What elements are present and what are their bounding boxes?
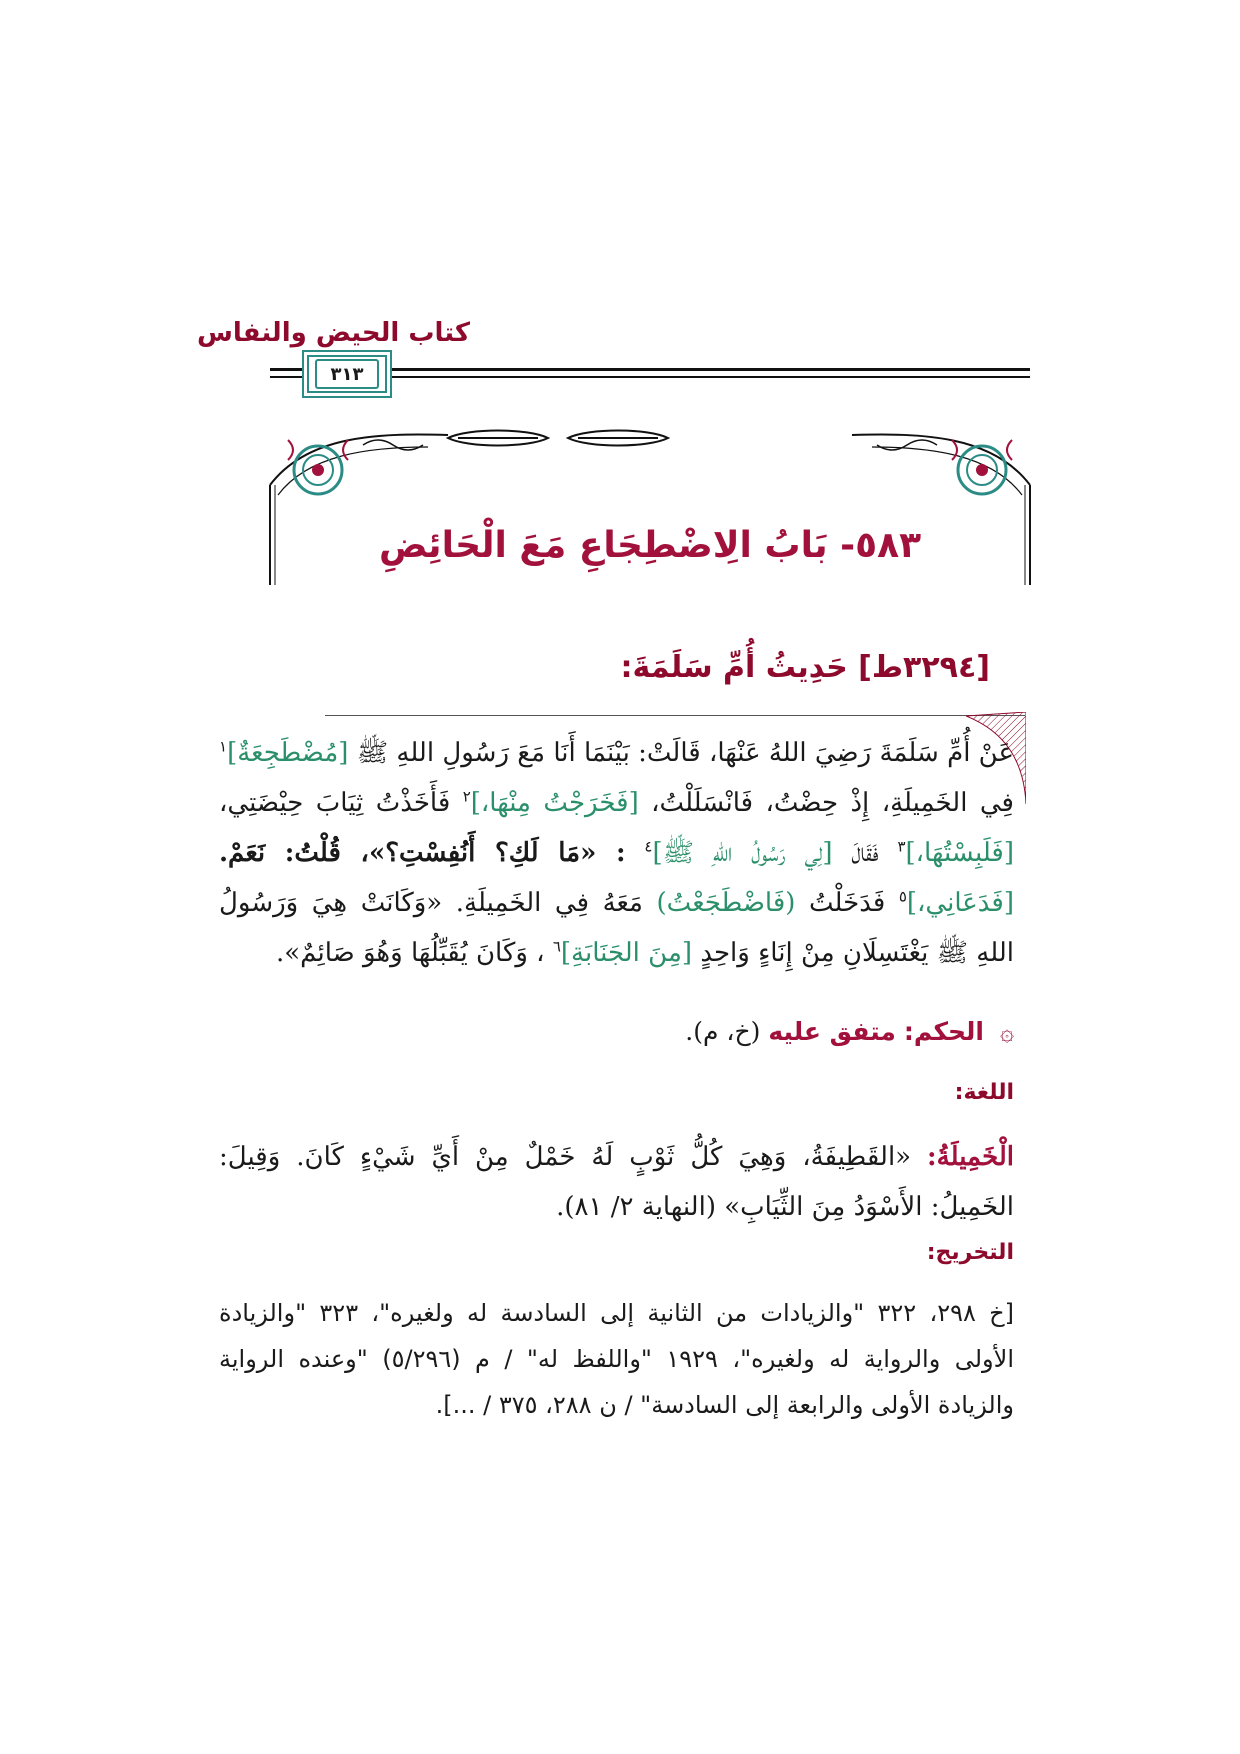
hadith-text-part: عَنْ أُمِّ سَلَمَةَ رَضِيَ اللهُ عَنْهَا، قَالَتْ: بَيْنَمَا أَنَا مَعَ رَسُولِ اللهِ ﷺ (356, 738, 1014, 768)
footnote-mark: ٢ (462, 787, 471, 806)
takhrij-text: [خ ٢٩٨، ٣٢٢ "والزيادات من الثانية إلى السادسة له ولغيره"، ٣٢٣ "والزيادة الأولى والرواية له ولغيره"، ١٩٢٩ "واللفظ له" / م (٥/٢٩٦) "وعنده الرواية والزيادة الأولى والرابعة إلى السادسة" / ن ٢٨٨، ٣٧٥ / ...]. (219, 1299, 1015, 1419)
hadith-addition: [فَخَرَجْتُ مِنْهَا،] (470, 788, 639, 818)
takhrij-label: التخريج: (926, 1240, 1014, 1265)
footnote-mark: ٣ (897, 837, 906, 856)
ruling-label: الحكم: (903, 1017, 984, 1046)
footnote-mark: ٤ (644, 837, 653, 856)
hadith-text-part: فِي الخَمِيلَةِ، إِذْ حِضْتُ، فَانْسَلَلْتُ، (651, 788, 1014, 818)
lugha-text (219, 1132, 1014, 1232)
hadith-text-part: مَعَهُ فِي الخَمِيلَةِ. «وَكَانَتْ هِيَ وَرَسُولُ اللهِ ﷺ يَغْتَسِلَانِ مِنْ إِنَاءٍ وَاحِدٍ (219, 888, 1014, 968)
hadith-text-part: ، وَكَانَ يُقَبِّلُهَا وَهُوَ صَائِمٌ». (276, 938, 545, 968)
lugha-term: الْخَمِيلَةُ: (927, 1142, 1014, 1172)
page-number-frame (302, 350, 392, 398)
rosette-icon: ۞ (999, 1018, 1014, 1046)
hadith-text-part: : «مَا لَكِ؟ أَنُفِسْتِ؟»، قُلْتُ: نَعَمْ. (219, 838, 626, 868)
hadith-text-part: فَقَالَ (851, 838, 879, 868)
footnote-mark: ٦ (552, 937, 561, 956)
hadith-addition: [مُضْطَجِعَةٌ] (227, 738, 349, 768)
hadith-addition: [مِنَ الجَنَابَةِ] (560, 938, 693, 968)
hadith-text (219, 728, 1014, 978)
hadith-addition: [لِي رَسُولُ اللهِ ﷺ] (652, 838, 833, 868)
hadith-addition: [فَدَعَانِي،] (906, 888, 1014, 918)
footnote-mark: ٥ (898, 887, 907, 906)
ruling-line (219, 1012, 1014, 1052)
cartouche-right (568, 431, 668, 446)
footnote-mark: ١ (219, 737, 228, 756)
corner-rosette-right (852, 435, 1030, 495)
hadith-addition: [فَلَبِسْتُهَا،] (905, 838, 1015, 868)
page-number: ٣١٣ (315, 359, 379, 389)
ruling-source: (خ، م). (685, 1017, 761, 1046)
lugha-label: اللغة: (954, 1080, 1014, 1105)
ruling-value: متفق عليه (768, 1017, 896, 1046)
hadith-text-part: فَأَخَذْتُ ثِيَابَ حِيْضَتِي، (219, 788, 451, 818)
hadith-text-part: فَدَخَلْتُ (808, 888, 886, 918)
running-head: كتاب الحيض والنفاس (196, 318, 470, 348)
hadith-heading: [٣٢٩٤ط] حَدِيثُ أُمِّ سَلَمَةَ: (620, 650, 990, 685)
hadith-variant: (فَاضْطَجَعْتُ) (656, 888, 796, 918)
cartouche-left (448, 431, 548, 446)
corner-rosette-left (270, 435, 448, 495)
chapter-title: ٥٨٣- بَابُ الِاضْطِجَاعِ مَعَ الْحَائِضِ (378, 525, 922, 566)
hadith-heading-rule (325, 715, 1025, 716)
lugha-definition: «القَطِيفَةُ، وَهِيَ كُلُّ ثَوْبٍ لَهُ خَمْلٌ مِنْ أَيِّ شَيْءٍ كَانَ. وَقِيلَ: الخَمِيلُ: الأَسْوَدُ مِنَ الثِّيَابِ» (النهاية ٢/ ٨١). (219, 1142, 1014, 1222)
